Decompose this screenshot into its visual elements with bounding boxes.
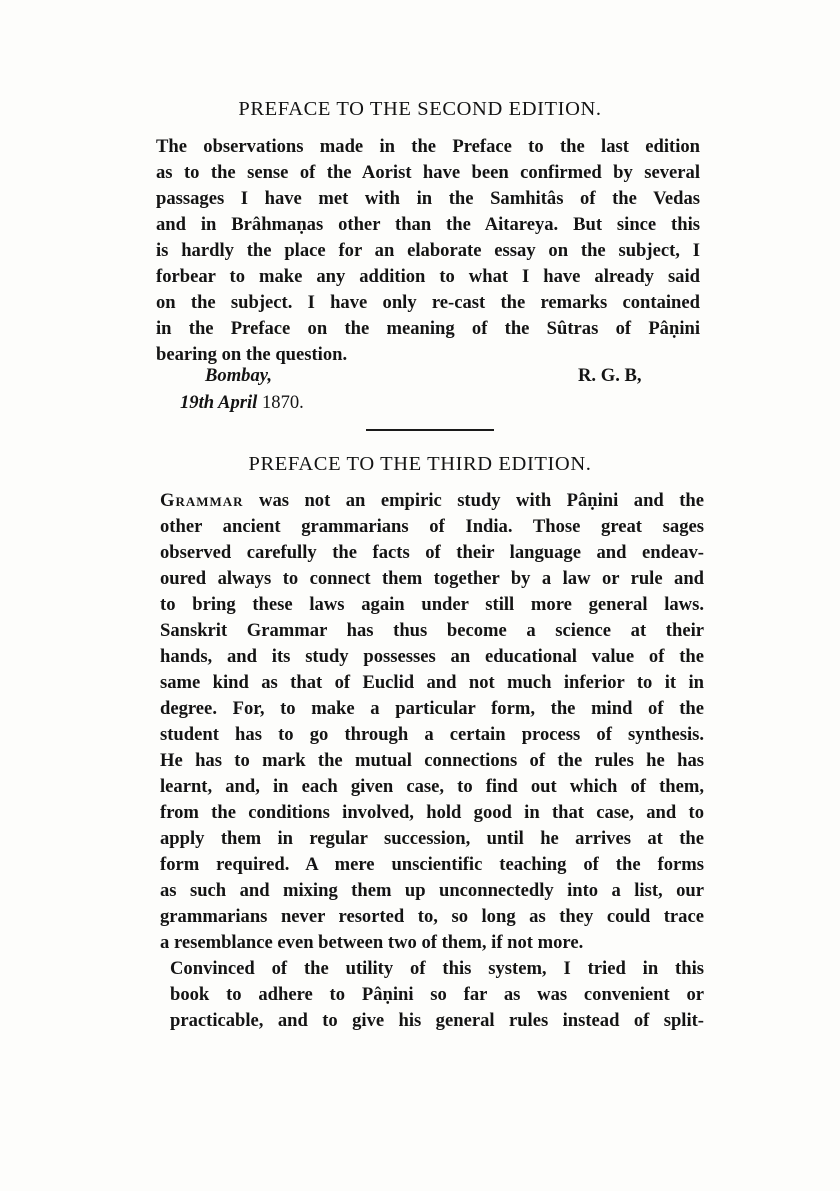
text-line: hands, and its study possesses an educational value of the	[160, 646, 704, 667]
text-line: bearing on the question.	[156, 344, 348, 365]
text-line: The observations made in the Preface to the last edition	[156, 136, 700, 157]
text-line: from the conditions involved, hold good in that case, and to	[160, 802, 704, 823]
third-edition-heading: PREFACE TO THE THIRD EDITION.	[248, 453, 592, 475]
signature-date	[180, 392, 304, 414]
text-line: passages I have met with in the Samhitâs of the Vedas	[156, 188, 700, 209]
text-line: He has to mark the mutual connections of the rules he has	[160, 750, 704, 771]
second-edition-paragraph	[156, 134, 700, 368]
text-line: and in Brâhmaṇas other than the Aitareya. But since this	[156, 214, 700, 235]
signature-place: Bombay,	[205, 365, 272, 386]
text-line: book to adhere to Pâṇini so far as was convenient or	[170, 984, 704, 1005]
text-line: form required. A mere unscientific teaching of the forms	[160, 854, 704, 875]
text-line-rest: was not an empiric study with Pâṇini and the	[243, 490, 704, 511]
date-year: 1870.	[261, 392, 304, 413]
text-line: as such and mixing them up unconnectedly into a list, our	[160, 880, 704, 901]
drop-word: Grammar	[160, 490, 244, 511]
text-line: grammarians never resorted to, so long as they could trace	[160, 906, 704, 927]
text-line: in the Preface on the meaning of the Sûtras of Pâṇini	[156, 318, 700, 339]
date-day: 19th April	[180, 392, 258, 413]
text-line: student has to go through a certain process of synthesis.	[160, 724, 704, 745]
text-line: on the subject. I have only re-cast the remarks contained	[156, 292, 700, 313]
text-line: same kind as that of Euclid and not much inferior to it in	[160, 672, 704, 693]
text-line: is hardly the place for an elaborate essay on the subject, I	[156, 240, 700, 261]
text-line: forbear to make any addition to what I have already said	[156, 266, 700, 287]
text-line: observed carefully the facts of their language and endeav-	[160, 542, 704, 563]
second-edition-heading: PREFACE TO THE SECOND EDITION.	[238, 98, 602, 120]
text-line: to bring these laws again under still more general laws.	[160, 594, 704, 615]
text-line: Sanskrit Grammar has thus become a science at their	[160, 620, 704, 641]
signature-initials: R. G. B,	[578, 365, 642, 386]
third-edition-paragraph-2	[170, 956, 704, 1034]
text-line: Convinced of the utility of this system, I tried in this	[170, 958, 704, 979]
text-line: oured always to connect them together by a law or rule and	[160, 568, 704, 589]
text-line: other ancient grammarians of India. Those great sages	[160, 516, 704, 537]
text-line	[160, 488, 704, 514]
text-line: as to the sense of the Aorist have been confirmed by several	[156, 162, 700, 183]
text-line: degree. For, to make a particular form, the mind of the	[160, 698, 704, 719]
text-line: practicable, and to give his general rules instead of split-	[170, 1010, 704, 1031]
text-line: apply them in regular succession, until he arrives at the	[160, 828, 704, 849]
text-line: a resemblance even between two of them, if not more.	[160, 932, 584, 953]
third-edition-paragraph-1	[160, 488, 704, 956]
section-divider	[366, 429, 494, 431]
text-line: learnt, and, in each given case, to find out which of them,	[160, 776, 704, 797]
